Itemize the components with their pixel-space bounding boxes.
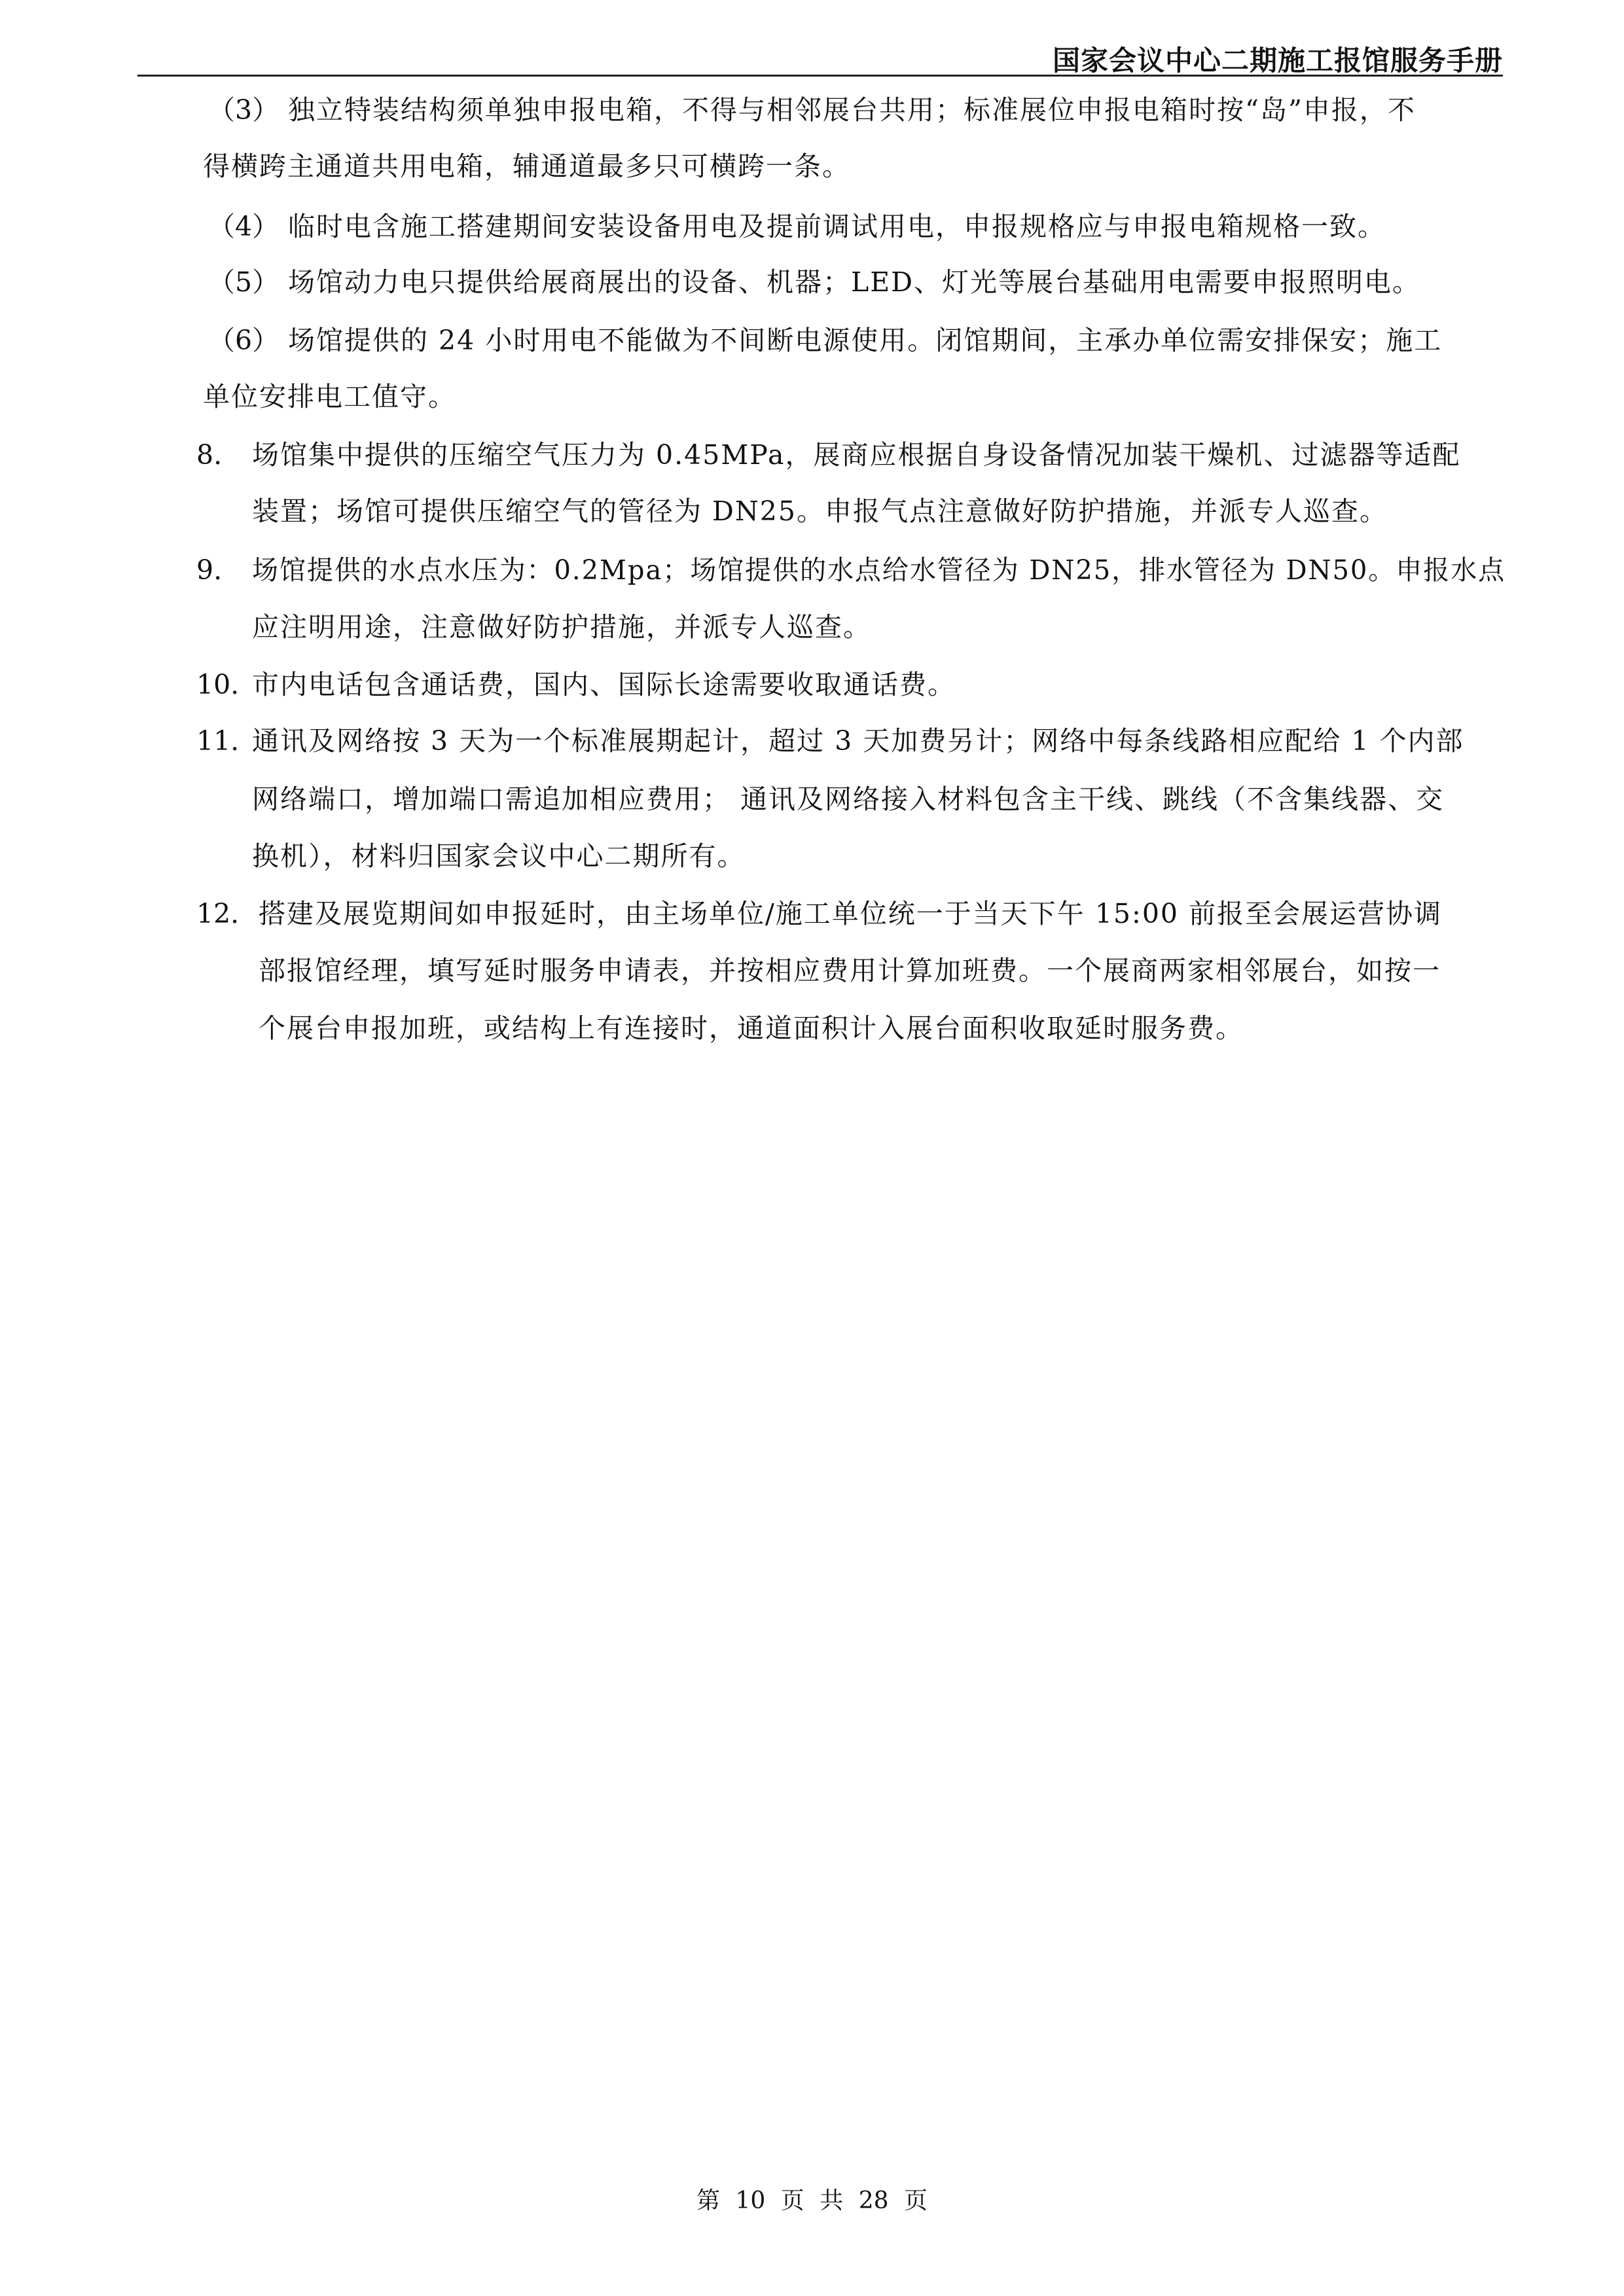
- item-text-line: 装置；场馆可提供压缩空气的管径为 DN25。申报气点注意做好防护措施，并派专人巡查。: [252, 495, 1388, 527]
- footer-label-page: 第: [696, 2187, 721, 2214]
- sub-item-text-line: 临时电含施工搭建期间安装设备用电及提前调试用电，申报规格应与申报电箱规格一致。: [288, 211, 1386, 242]
- item-number: 8.: [196, 439, 223, 471]
- item-text-line: 市内电话包含通话费，国内、国际长途需要收取通话费。: [252, 669, 956, 700]
- item-number: 10.: [196, 669, 240, 700]
- item-text-line: 网络端口，增加端口需追加相应费用； 通讯及网络接入材料包含主干线、跳线（不含集线器、交: [252, 783, 1445, 815]
- sub-item-marker: （3）: [208, 94, 280, 126]
- footer-label-total: 共: [820, 2187, 844, 2214]
- sub-item-marker: （4）: [208, 211, 280, 242]
- sub-item-text-line: 场馆提供的 24 小时用电不能做为不间断电源使用。闭馆期间，主承办单位需安排保安；施工: [288, 325, 1443, 356]
- sub-item-text-line: 得横跨主通道共用电箱，辅通道最多只可横跨一条。: [203, 151, 850, 182]
- footer-label-ye: 页: [780, 2187, 804, 2214]
- item-number: 12.: [196, 898, 240, 929]
- item-text-line: 场馆集中提供的压缩空气压力为 0.45MPa，展商应根据自身设备情况加装干燥机、过滤器等适配: [252, 439, 1461, 471]
- item-text-line: 场馆提供的水点水压为：0.2Mpa；场馆提供的水点给水管径为 DN25，排水管径为 DN50。申报水点: [252, 554, 1506, 586]
- item-text-line: 换机），材料归国家会议中心二期所有。: [252, 840, 746, 872]
- item-number: 9.: [196, 554, 223, 586]
- item-text-line: 通讯及网络按 3 天为一个标准展期起计，超过 3 天加费另计；网络中每条线路相应配给 1 个内部: [252, 725, 1464, 757]
- footer-current-page: 10: [735, 2187, 766, 2214]
- item-text-line: 部报馆经理，填写延时服务申请表，并按相应费用计算加班费。一个展商两家相邻展台，如按一: [259, 955, 1441, 986]
- sub-item-marker: （6）: [208, 325, 280, 356]
- footer-label-ye: 页: [903, 2187, 928, 2214]
- item-number: 11.: [196, 725, 240, 757]
- sub-item-text-line: 场馆动力电只提供给展商展出的设备、机器；LED、灯光等展台基础用电需要申报照明电。: [288, 266, 1421, 298]
- sub-item-text-line: 独立特装结构须单独申报电箱，不得与相邻展台共用；标准展位申报电箱时按“岛”申报，不: [288, 94, 1416, 126]
- item-text-line: 个展台申报加班，或结构上有连接时，通道面积计入展台面积收取延时服务费。: [259, 1013, 1244, 1044]
- sub-item-marker: （5）: [208, 266, 280, 298]
- item-text-line: 应注明用途，注意做好防护措施，并派专人巡查。: [252, 611, 871, 643]
- item-text-line: 搭建及展览期间如申报延时，由主场单位/施工单位统一于当天下午 15:00 前报至会展运营协调: [259, 898, 1443, 929]
- footer-total-pages: 28: [858, 2187, 889, 2214]
- sub-item-text-line: 单位安排电工值守。: [203, 381, 456, 412]
- header-title: 国家会议中心二期施工报馆服务手册: [1052, 45, 1503, 77]
- page-footer: [0, 2185, 1624, 2217]
